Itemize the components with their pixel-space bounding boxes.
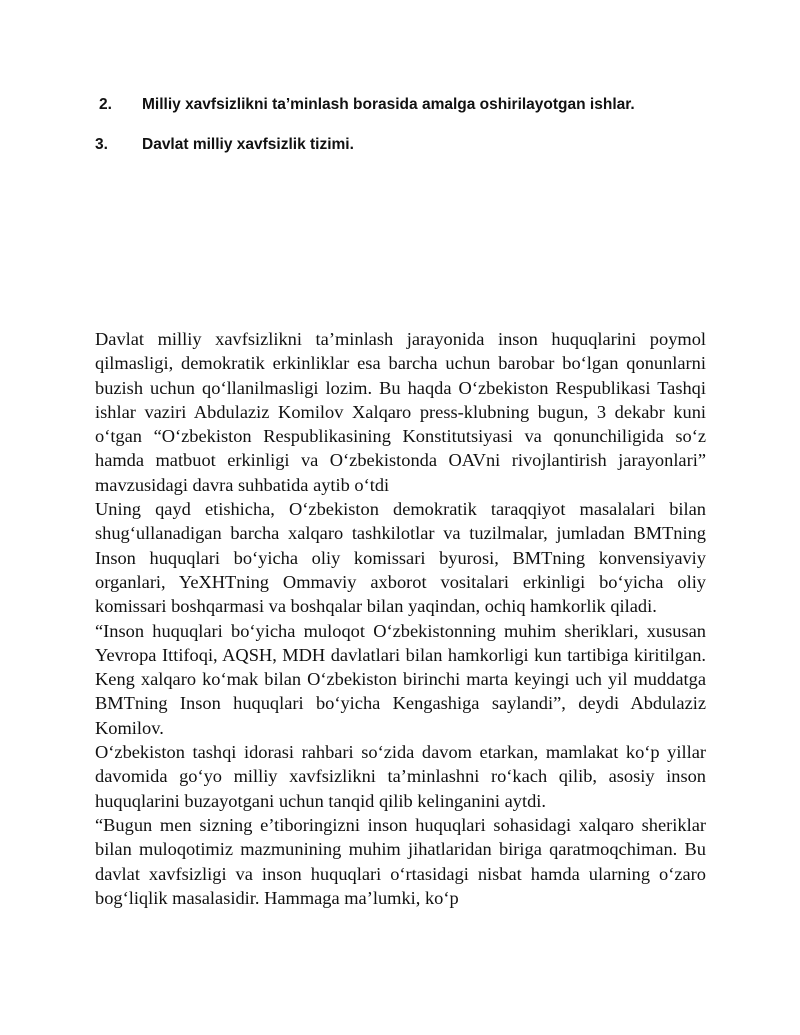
- heading-text: Davlat milliy xavfsizlik tizimi.: [142, 136, 354, 153]
- paragraph: Davlat milliy xavfsizlikni ta’minlash jarayonida inson huquqlarini poymol qilmasligi, demokratik erkinliklar esa barcha uchun barobar bo‘lgan qonunlarni buzish uchun qo‘llanilmasligi lozim. Bu haqda O‘zbekiston Respublikasi Tashqi ishlar vaziri Abdulaziz Komilov Xalqaro press-klubning bugun, 3 dekabr kuni o‘tgan “O‘zbekiston Respublikasining Konstitutsiyasi va qonunchiligida so‘z hamda matbuot erkinligi va O‘zbekistonda OAVni rivojlantirish jarayonlari” mavzusidagi davra suhbatida aytib o‘tdi: [95, 329, 706, 495]
- paragraph: “Bugun men sizning e’tiboringizni inson huquqlari sohasidagi xalqaro sheriklar bilan muloqotimiz mazmunining muhim jihatlaridan biriga qaratmoqchiman. Bu davlat xavfsizligi va inson huquqlari o‘rtasidagi nisbat hamda ularning o‘zaro bog‘liqlik masalasidir. Hammaga ma’lumki, ko‘p: [95, 814, 706, 908]
- body-text: [95, 327, 706, 910]
- paragraph: O‘zbekiston tashqi idorasi rahbari so‘zida davom etarkan, mamlakat ko‘p yillar davomida go‘yo milliy xavfsizlikni ta’minlashni ro‘kach qilib, asosiy inson huquqlarini buzayotgani uchun tanqid qilib kelinganini aytdi.: [95, 742, 706, 811]
- paragraph: Uning qayd etishicha, O‘zbekiston demokratik taraqqiyot masalalari bilan shug‘ullanadigan barcha xalqaro tashkilotlar va tuzilmalar, jumladan BMTning Inson huquqlari bo‘yicha oliy komissari byurosi, BMTning konvensiyaviy organlari, YeXHTning Ommaviy axborot vositalari erkinligi bo‘yicha oliy komissari boshqarmasi va boshqalar bilan yaqindan, ochiq hamkorlik qiladi.: [95, 499, 706, 617]
- heading-number: 3.: [95, 136, 108, 153]
- heading-text: Milliy xavfsizlikni ta’minlash borasida amalga oshirilayotgan ishlar.: [142, 96, 635, 113]
- paragraph: “Inson huquqlari bo‘yicha muloqot O‘zbekistonning muhim sheriklari, xususan Yevropa Ittifoqi, AQSH, MDH davlatlari bilan hamkorligi kun tartibiga kiritilgan. Keng xalqaro ko‘mak bilan O‘zbekiston birinchi marta keyingi uch yil muddatga BMTning Inson huquqlari bo‘yicha Kengashiga saylandi”, deydi Abdulaziz Komilov.: [95, 620, 706, 738]
- heading-number: 2.: [99, 96, 112, 113]
